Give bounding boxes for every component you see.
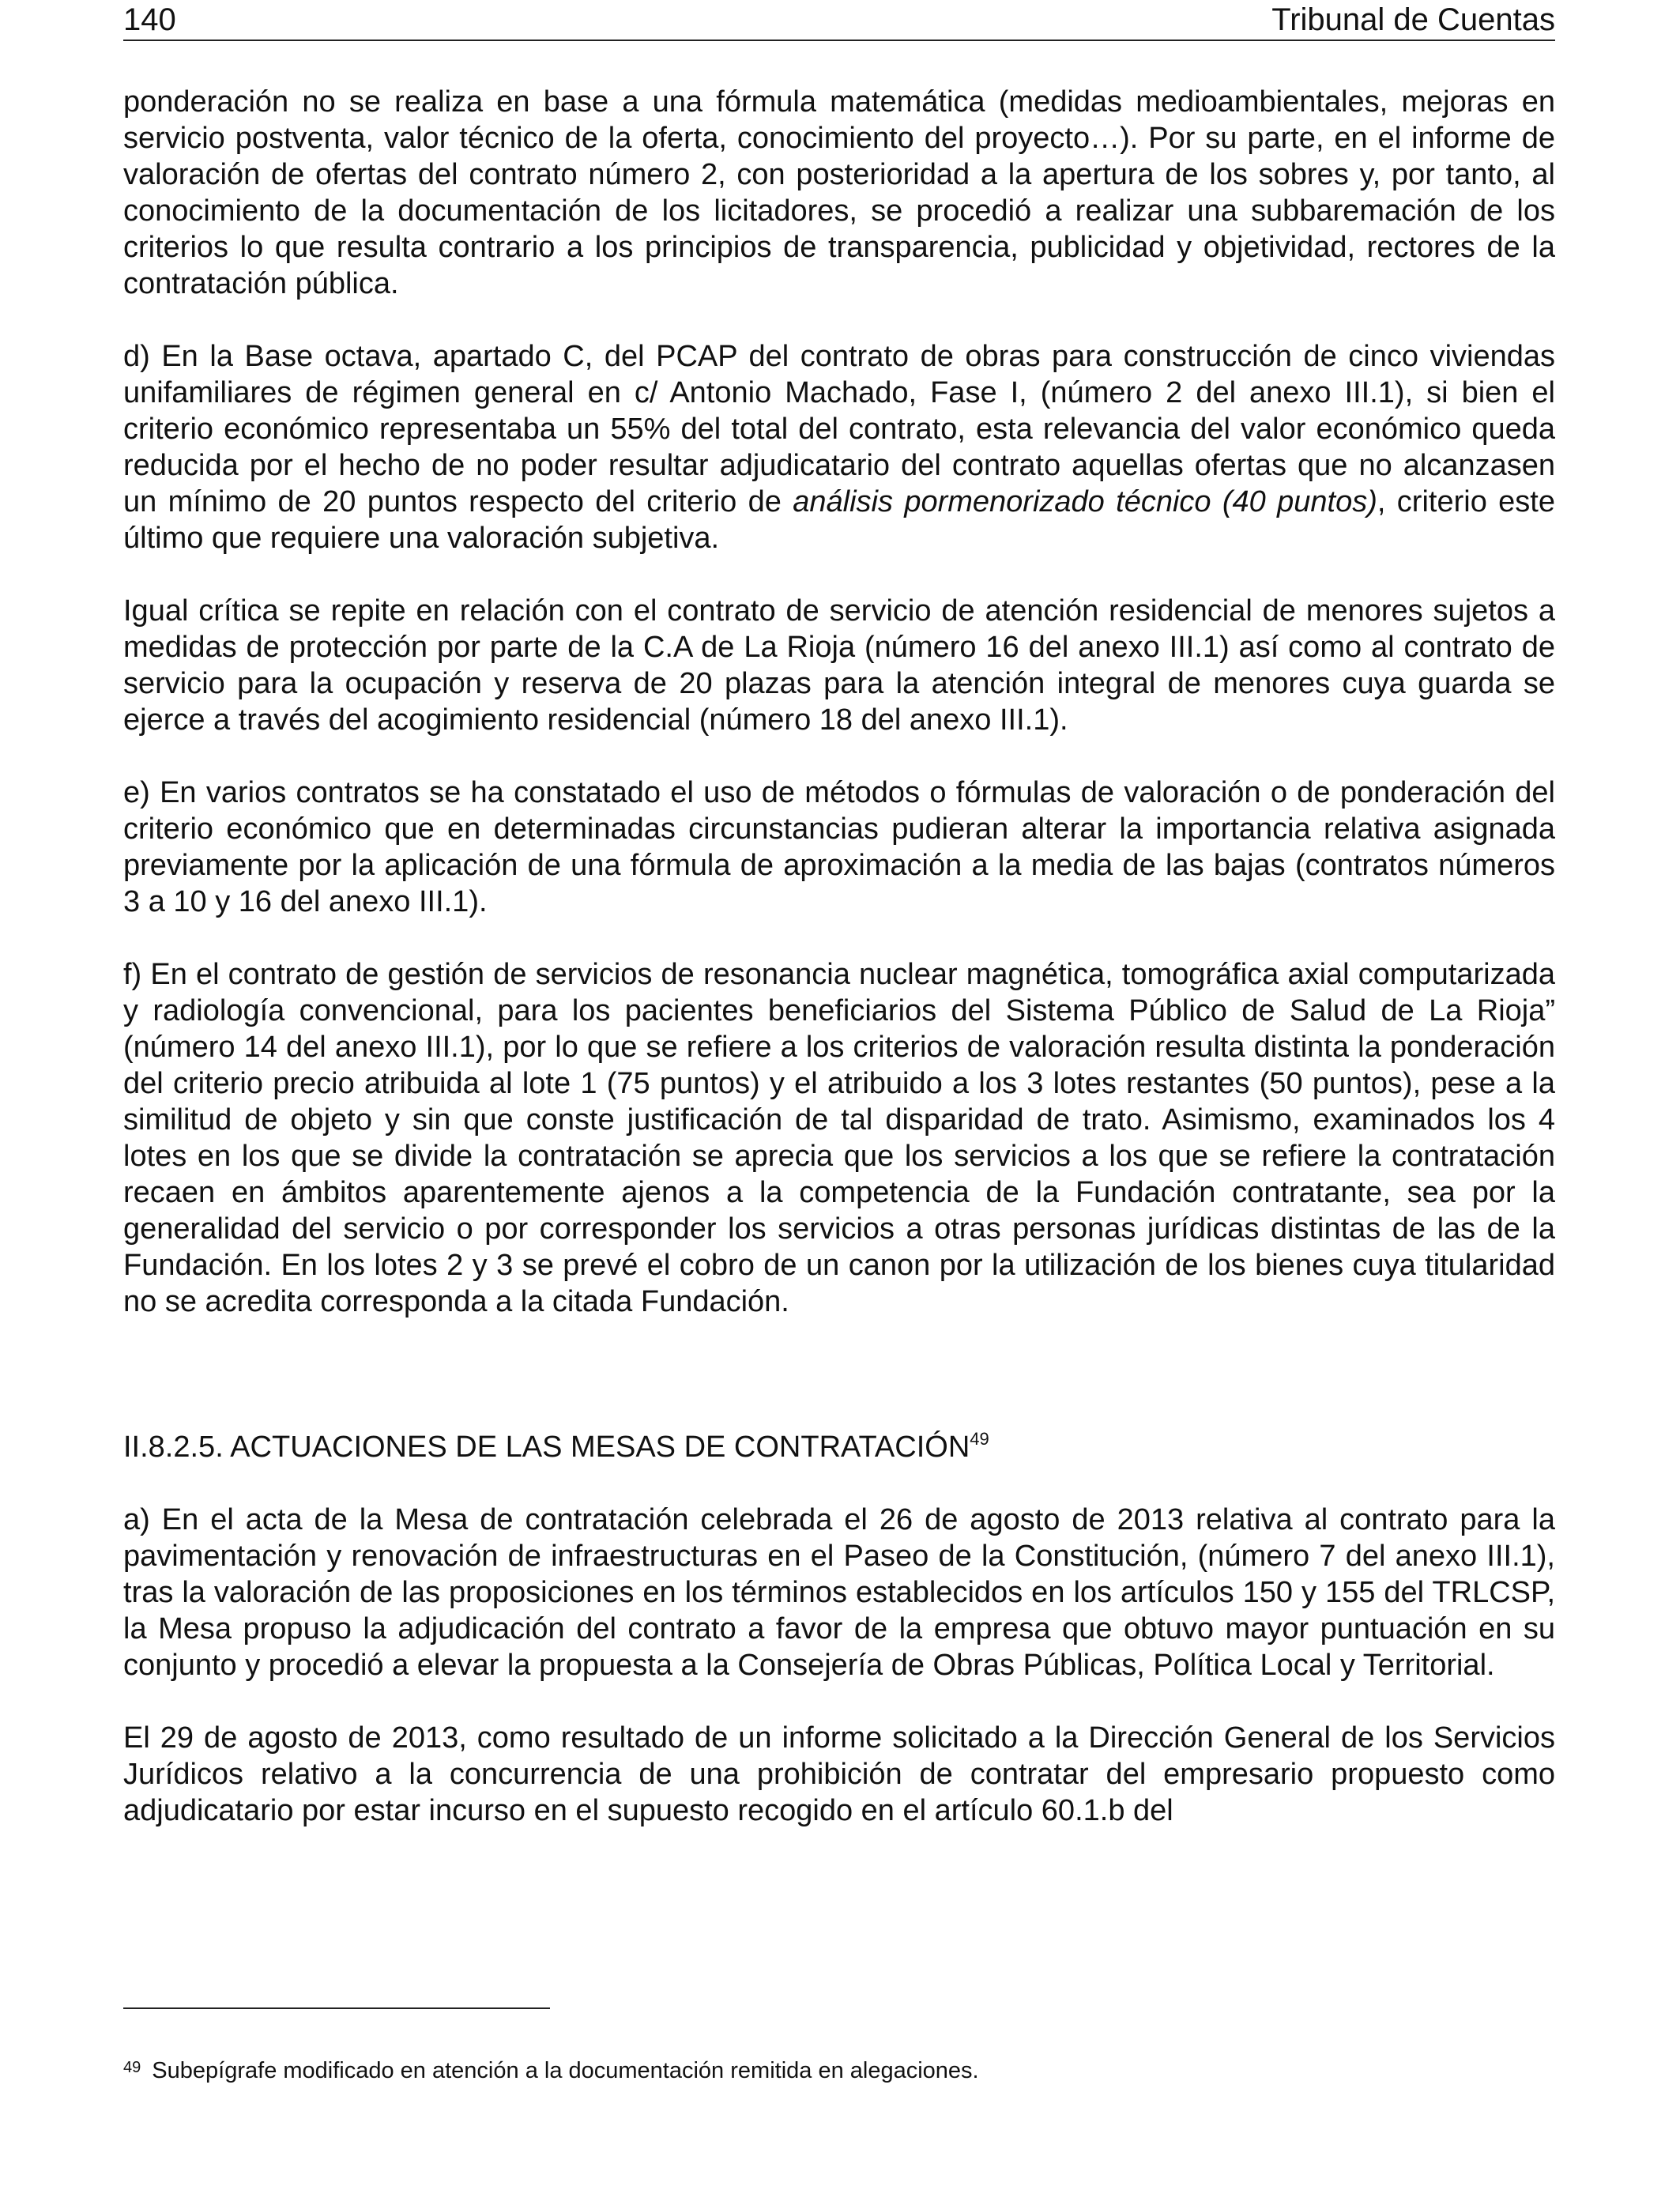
footnote-number: 49 bbox=[123, 2059, 141, 2076]
footnote bbox=[123, 2056, 1555, 2085]
body-text bbox=[123, 84, 1555, 1829]
section-heading bbox=[123, 1429, 1555, 1465]
page-number: 140 bbox=[123, 2, 176, 37]
paragraph-a: a) En el acta de la Mesa de contratación celebrada el 26 de agosto de 2013 relativa al contrato para la pavimentación y renovación de infraestructuras en el Paseo de la Constitución, (número 7 del anexo III.1), tras la valoración de las proposiciones en los términos establecidos en los artículos 150 y 155 del TRLCSP, la Mesa propuso la adjudicación del contrato a favor de la empresa que obtuvo mayor puntuación en su conjunto y procedió a elevar la propuesta a la Consejería de Obras Públicas, Política Local y Territorial. bbox=[123, 1503, 1555, 1682]
paragraph-igual-critica: Igual crítica se repite en relación con el contrato de servicio de atención residencial de menores sujetos a medidas de protección por parte de la C.A de La Rioja (número 16 del anexo III.1) así como al contrato de servicio para la ocupación y reserva de 20 plazas para la atención integral de menores cuya guarda se ejerce a través del acogimiento residencial (número 18 del anexo III.1). bbox=[123, 594, 1555, 737]
footnote-reference[interactable]: 49 bbox=[970, 1429, 989, 1449]
section-heading-text: II.8.2.5. ACTUACIONES DE LAS MESAS DE CONTRATACIÓN bbox=[123, 1431, 970, 1464]
paragraph-ponderacion: ponderación no se realiza en base a una fórmula matemática (medidas medioambientales, mejoras en servicio postventa, valor técnico de la oferta, conocimiento del proyecto…). Por su parte, en el informe de valoración de ofertas del contrato número 2, con posterioridad a la apertura de los sobres y, por tanto, al conocimiento de la documentación de los licitadores, se procedió a realizar una subbaremación de los criterios lo que resulta contrario a los principios de transparencia, publicidad y objetividad, rectores de la contratación pública. bbox=[123, 85, 1555, 300]
running-title: Tribunal de Cuentas bbox=[1271, 2, 1555, 37]
paragraph-d-text: d) En la Base octava, apartado C, del PCAP del contrato de obras para construcción de cinco viviendas unifamiliares de régimen general en c/ Antonio Machado, Fase I, (número 2 del anexo III.1), si bien el criterio económico representaba un 55% del total del contrato, esta relevancia del valor económico queda reducida por el hecho de no poder resultar adjudicatario del contrato aquellas ofertas que no alcanzasen un mínimo de 20 puntos respecto del criterio de bbox=[123, 340, 1555, 518]
paragraph-d-end: , criterio este último que requiere una valoración subjetiva. bbox=[123, 485, 1555, 555]
paragraph-f: f) En el contrato de gestión de servicios de resonancia nuclear magnética, tomográfica axial computarizada y radiología convencional, para los pacientes beneficiarios del Sistema Público de Salud de La Rioja” (número 14 del anexo III.1), por lo que se refiere a los criterios de valoración resulta distinta la ponderación del criterio precio atribuida al lote 1 (75 puntos) y el atribuido a los 3 lotes restantes (50 puntos), pese a la similitud de objeto y sin que conste justificación de tal disparidad de trato. Asimismo, examinados los 4 lotes en los que se divide la contratación se aprecia que los servicios a los que se refiere la contratación recaen en ámbitos aparentemente ajenos a la competencia de la Fundación contratante, sea por la generalidad del servicio o por corresponder los servicios a otras personas jurídicas distintas de las de la Fundación. En los lotes 2 y 3 se prevé el cobro de un canon por la utilización de los bienes cuya titularidad no se acredita corresponda a la citada Fundación. bbox=[123, 958, 1555, 1318]
paragraph-d-italic: análisis pormenorizado técnico (40 puntos) bbox=[793, 485, 1377, 518]
paragraph-e: e) En varios contratos se ha constatado el uso de métodos o fórmulas de valoración o de ponderación del criterio económico que en determinadas circunstancias pudieran alterar la importancia relativa asignada previamente por la aplicación de una fórmula de aproximación a la media de las bajas (contratos números 3 a 10 y 16 del anexo III.1). bbox=[123, 776, 1555, 918]
paragraph-d bbox=[123, 338, 1555, 556]
paragraph-29-agosto: El 29 de agosto de 2013, como resultado de un informe solicitado a la Dirección General de los Servicios Jurídicos relativo a la concurrencia de una prohibición de contratar del empresario propuesto como adjudicatario por estar incurso en el supuesto recogido en el artículo 60.1.b del bbox=[123, 1721, 1555, 1827]
page-header bbox=[123, 0, 1555, 41]
footnote-divider bbox=[123, 2007, 550, 2009]
footnote-text: Subepígrafe modificado en atención a la documentación remitida en alegaciones. bbox=[145, 2058, 979, 2083]
